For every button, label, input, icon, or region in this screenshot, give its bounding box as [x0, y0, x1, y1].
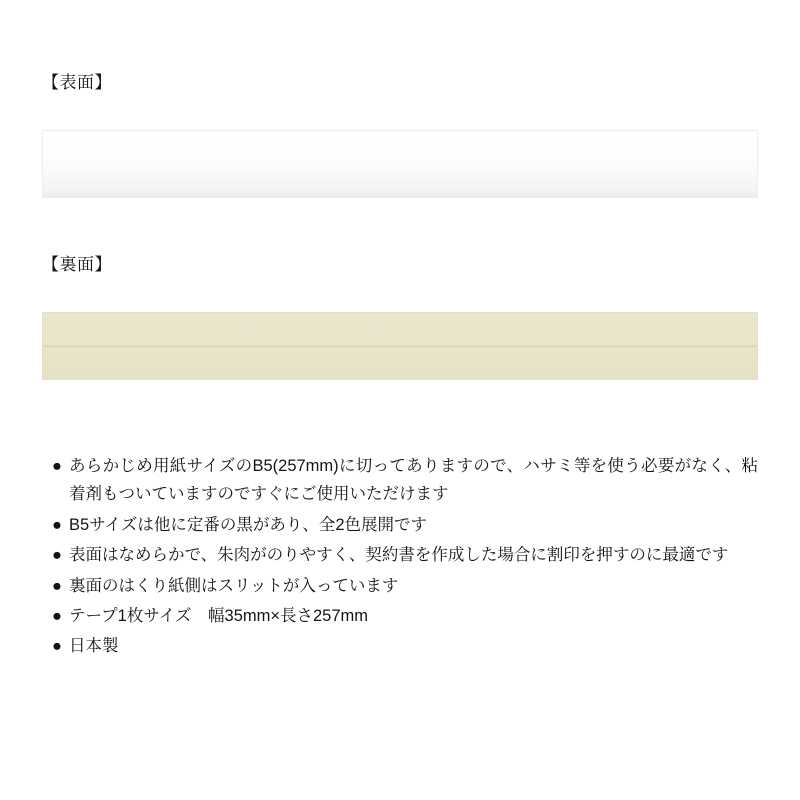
back-side-tape-swatch	[42, 312, 758, 380]
bullet-marker-icon: ●	[52, 546, 62, 565]
bullet-marker-icon: ●	[52, 576, 62, 595]
front-side-tape-swatch	[42, 130, 758, 198]
list-item	[52, 572, 758, 600]
feature-text: テープ1枚サイズ 幅35mm×長さ257mm	[69, 606, 369, 625]
feature-text: B5サイズは他に定番の黒があり、全2色展開です	[69, 515, 428, 534]
bullet-marker-icon: ●	[52, 457, 62, 475]
feature-list	[52, 452, 758, 663]
bullet-marker-icon: ●	[52, 637, 62, 656]
bullet-marker-icon: ●	[52, 515, 62, 534]
slit-line	[43, 346, 757, 347]
feature-text: あらかじめ用紙サイズのB5(257mm)に切ってありますので、ハサミ等を使う必要がなく、粘着剤もついていますのですぐにご使用いただけます	[69, 457, 758, 504]
front-side-label: 【表面】	[42, 73, 112, 92]
feature-text: 裏面のはくり紙側はスリットが入っています	[69, 576, 399, 595]
list-item	[52, 602, 758, 630]
back-side-label: 【裏面】	[42, 255, 112, 274]
feature-text: 表面はなめらかで、朱肉がのりやすく、契約書を作成した場合に割印を押すのに最適です	[69, 546, 729, 565]
feature-text: 日本製	[69, 637, 119, 656]
list-item	[52, 511, 758, 539]
bullet-marker-icon: ●	[52, 606, 62, 625]
list-item	[52, 541, 758, 569]
list-item	[52, 452, 758, 509]
list-item	[52, 632, 758, 660]
